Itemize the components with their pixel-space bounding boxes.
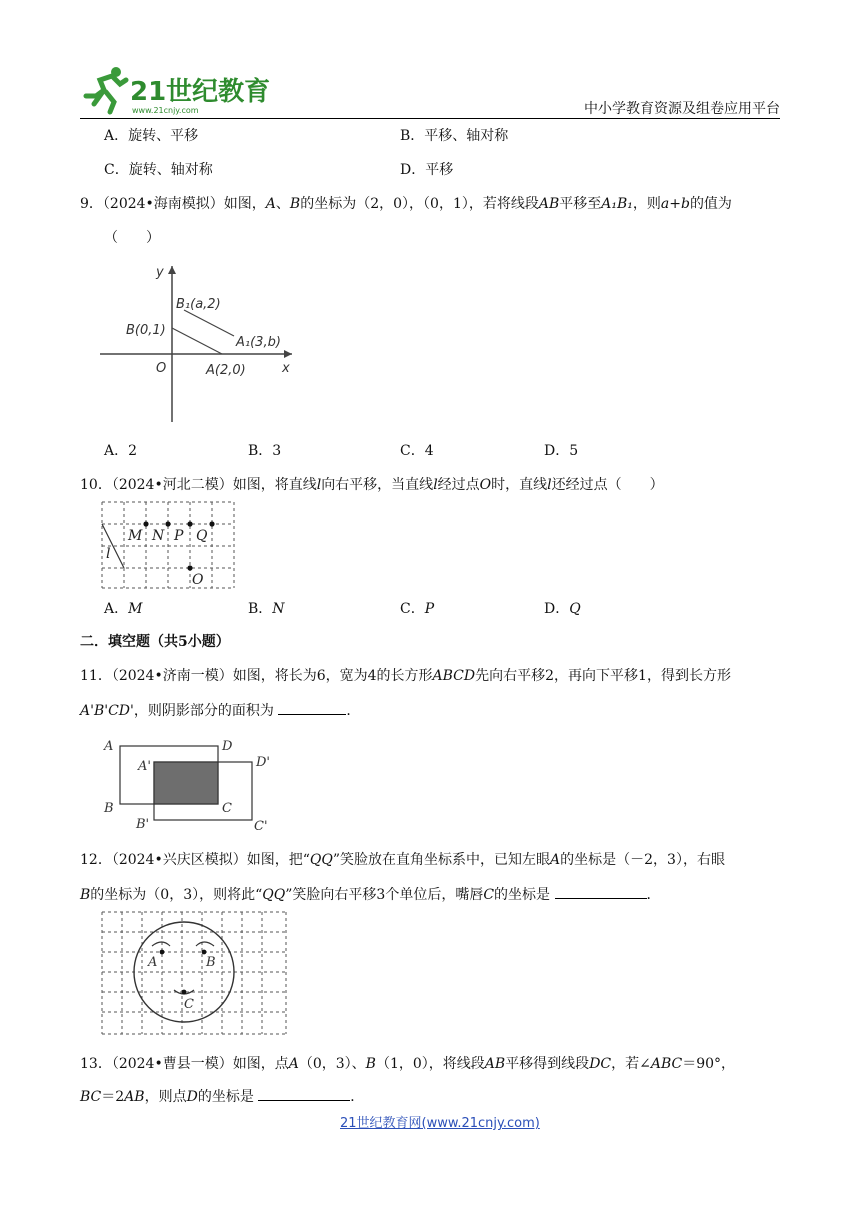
q8-option-a: A．旋转、平移: [104, 128, 199, 144]
q9-option-c: C．4: [400, 443, 434, 459]
q11-answer-blank[interactable]: [278, 700, 346, 715]
q10-grid-figure: [98, 500, 238, 590]
svg-text:N: N: [152, 528, 165, 544]
q9-stem: 9．（2024•海南模拟）如图，A、B的坐标为（2，0），（0，1），若将线段AB平移至A₁B₁，则a+b的值为: [80, 196, 732, 212]
svg-text:A₁(3,b): A₁(3,b): [236, 335, 281, 350]
svg-text:P: P: [174, 528, 184, 544]
svg-text:A(2,0): A(2,0): [206, 363, 246, 378]
footer-link[interactable]: 21世纪教育网(www.21cnjy.com): [340, 1116, 540, 1131]
q8-option-d: D．平移: [400, 162, 454, 178]
svg-text:B(0,1): B(0,1): [126, 323, 166, 338]
svg-text:y: y: [156, 265, 164, 280]
svg-text:B₁(a,2): B₁(a,2): [176, 297, 221, 312]
q10-stem: 10．（2024•河北二模）如图，将直线l向右平移，当直线l经过点O时，直线l还经过点（ ）: [80, 477, 664, 493]
svg-text:www.21cnjy.com: www.21cnjy.com: [132, 106, 199, 115]
svg-text:B: B: [206, 955, 216, 970]
header-rule: [80, 118, 780, 119]
svg-text:C': C': [254, 819, 268, 834]
platform-brand: 中小学教育资源及组卷应用平台: [584, 101, 780, 117]
q12-smiley-grid-figure: [100, 910, 288, 1038]
svg-text:C: C: [222, 801, 232, 816]
q10-option-d: D．Q: [544, 601, 581, 617]
svg-text:D': D': [256, 755, 270, 770]
runner-logo-icon: [80, 66, 271, 116]
svg-text:O: O: [192, 572, 204, 588]
logo: [80, 66, 271, 116]
q12-stem-line2: B的坐标为（0，3），则将此“QQ”笑脸向右平移3个单位后，嘴唇C的坐标是 ．: [80, 884, 661, 905]
q11-stem-line1: 11．（2024•济南一模）如图，将长为6，宽为4的长方形ABCD先向右平移2，再向下平移1，得到长方形: [80, 668, 731, 684]
svg-text:l: l: [106, 546, 111, 562]
q10-option-a: A．M: [104, 601, 143, 617]
svg-text:B: B: [104, 801, 114, 816]
svg-text:A: A: [148, 955, 158, 970]
svg-text:O: O: [156, 361, 167, 376]
section-heading: 二．填空题（共5小题）: [80, 634, 230, 650]
q13-stem-line2: BC＝2AB，则点D的坐标是 ．: [80, 1086, 364, 1107]
q9-option-d: D．5: [544, 443, 579, 459]
q9-answer-paren: （ ）: [104, 230, 160, 246]
svg-text:A: A: [104, 739, 114, 754]
q10-option-c: C．P: [400, 601, 435, 617]
svg-text:B': B': [136, 817, 150, 832]
q13-stem-line1: 13．（2024•曹县一模）如图，点A（0，3）、B（1，0），将线段AB平移得到线段DC，若∠ABC＝90°，: [80, 1056, 736, 1072]
q9-coordinate-figure: [96, 262, 296, 426]
q12-answer-blank[interactable]: [555, 884, 647, 899]
q11-rectangle-figure: [100, 734, 280, 834]
q12-stem-line1: 12．（2024•兴庆区模拟）如图，把“QQ”笑脸放在直角坐标系中，已知左眼A的坐标是（－2，3），右眼: [80, 852, 725, 868]
svg-text:Q: Q: [196, 528, 208, 544]
q10-option-b: B．N: [248, 601, 285, 617]
q8-option-c: C．旋转、轴对称: [104, 162, 213, 178]
q9-option-a: A．2: [104, 443, 138, 459]
svg-text:A': A': [138, 759, 151, 774]
svg-text:x: x: [282, 361, 290, 376]
svg-text:M: M: [128, 528, 143, 544]
svg-text:21世纪教育: 21世纪教育: [130, 77, 271, 107]
q9-option-b: B．3: [248, 443, 282, 459]
svg-text:C: C: [184, 997, 194, 1012]
q13-answer-blank[interactable]: [258, 1086, 350, 1101]
q8-option-b: B．平移、轴对称: [400, 128, 509, 144]
q11-stem-line2: A'B'CD'，则阴影部分的面积为 ．: [80, 700, 360, 721]
svg-text:D: D: [222, 739, 233, 754]
